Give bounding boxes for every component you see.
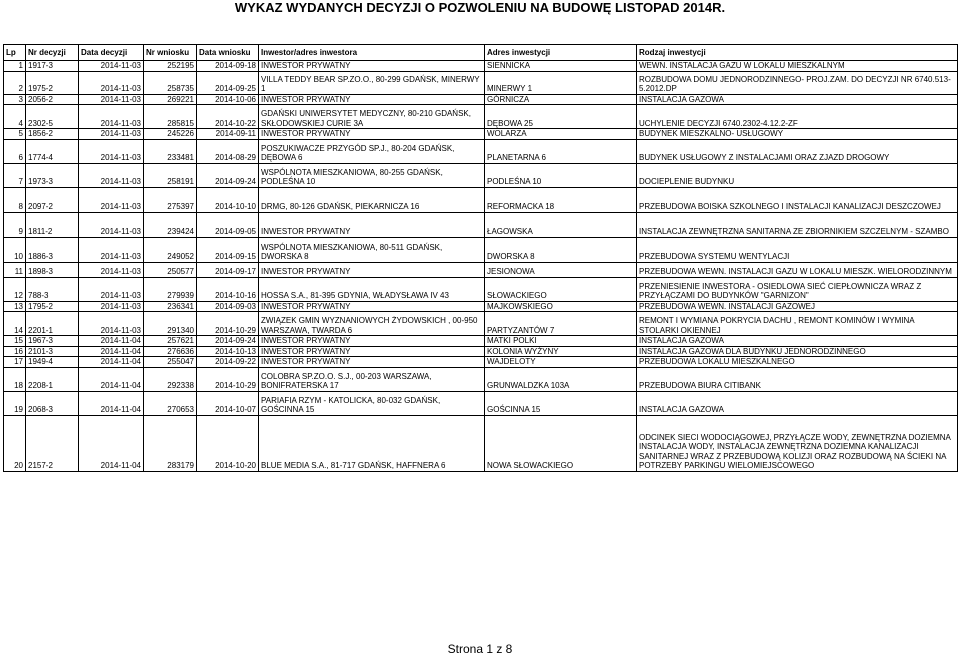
decisions-table [3, 44, 958, 472]
cell-inwestor: INWESTOR PRYWATNY [259, 301, 485, 312]
cell-data-wniosku: 2014-09-24 [197, 163, 259, 187]
cell-lp: 14 [4, 312, 26, 336]
cell-data-decyzji: 2014-11-03 [79, 163, 144, 187]
cell-nr-wniosku: 275397 [144, 187, 197, 212]
cell-rodzaj-inwestycji: PRZEBUDOWA SYSTEMU WENTYLACJI [637, 237, 958, 262]
cell-nr-wniosku: 285815 [144, 105, 197, 129]
cell-rodzaj-inwestycji: PRZEBUDOWA BIURA CITIBANK [637, 367, 958, 391]
cell-nr-wniosku: 270653 [144, 391, 197, 415]
cell-data-decyzji: 2014-11-04 [79, 357, 144, 368]
cell-nr-decyzji: 2097-2 [26, 187, 79, 212]
cell-data-decyzji: 2014-11-04 [79, 336, 144, 347]
cell-lp: 3 [4, 94, 26, 105]
table-row [4, 187, 958, 212]
cell-data-decyzji: 2014-11-03 [79, 301, 144, 312]
cell-nr-decyzji: 1967-3 [26, 336, 79, 347]
cell-nr-wniosku: 279939 [144, 277, 197, 301]
cell-inwestor: POSZUKIWACZE PRZYGÓD SP.J., 80-204 GDAŃSK, DĘBOWA 6 [259, 139, 485, 163]
table-row [4, 237, 958, 262]
cell-lp: 19 [4, 391, 26, 415]
cell-nr-wniosku: 255047 [144, 357, 197, 368]
cell-data-wniosku: 2014-09-24 [197, 336, 259, 347]
cell-nr-decyzji: 1795-2 [26, 301, 79, 312]
table-row [4, 301, 958, 312]
cell-nr-wniosku: 236341 [144, 301, 197, 312]
cell-inwestor: INWESTOR PRYWATNY [259, 61, 485, 72]
header-adres-inwestycji: Adres inwestycji [485, 45, 637, 61]
cell-data-decyzji: 2014-11-03 [79, 105, 144, 129]
table-row [4, 391, 958, 415]
cell-inwestor: INWESTOR PRYWATNY [259, 262, 485, 277]
cell-data-decyzji: 2014-11-04 [79, 391, 144, 415]
cell-inwestor: VILLA TEDDY BEAR SP.ZO.O., 80-299 GDAŃSK, MINERWY 1 [259, 71, 485, 94]
cell-adres-inwestycji: PODLEŚNA 10 [485, 163, 637, 187]
cell-data-decyzji: 2014-11-04 [79, 346, 144, 357]
cell-inwestor: HOSSA S.A., 81-395 GDYNIA, WŁADYSŁAWA IV 43 [259, 277, 485, 301]
cell-adres-inwestycji: SŁOWACKIEGO [485, 277, 637, 301]
cell-lp: 6 [4, 139, 26, 163]
cell-nr-decyzji: 1886-3 [26, 237, 79, 262]
cell-adres-inwestycji: JESIONOWA [485, 262, 637, 277]
cell-lp: 15 [4, 336, 26, 347]
cell-data-wniosku: 2014-10-20 [197, 415, 259, 471]
table-row [4, 346, 958, 357]
cell-nr-decyzji: 1856-2 [26, 129, 79, 140]
cell-rodzaj-inwestycji: REMONT I WYMIANA POKRYCIA DACHU , REMONT KOMINÓW I WYMINA STOLARKI OKIENNEJ [637, 312, 958, 336]
cell-nr-wniosku: 250577 [144, 262, 197, 277]
cell-lp: 7 [4, 163, 26, 187]
table-row [4, 61, 958, 72]
cell-nr-wniosku: 291340 [144, 312, 197, 336]
cell-inwestor: INWESTOR PRYWATNY [259, 336, 485, 347]
table-row [4, 367, 958, 391]
cell-data-wniosku: 2014-10-29 [197, 367, 259, 391]
cell-inwestor: INWESTOR PRYWATNY [259, 129, 485, 140]
table-row [4, 129, 958, 140]
cell-data-wniosku: 2014-10-29 [197, 312, 259, 336]
cell-inwestor: ZWIĄZEK GMIN WYZNANIOWYCH ŻYDOWSKICH , 00-950 WARSZAWA, TWARDA 6 [259, 312, 485, 336]
cell-nr-decyzji: 2208-1 [26, 367, 79, 391]
cell-inwestor: DRMG, 80-126 GDAŃSK, PIEKARNICZA 16 [259, 187, 485, 212]
cell-adres-inwestycji: SIENNICKA [485, 61, 637, 72]
page-footer: Strona 1 z 8 [447, 642, 513, 656]
table-row [4, 262, 958, 277]
cell-lp: 12 [4, 277, 26, 301]
cell-inwestor: WSPÓLNOTA MIESZKANIOWA, 80-255 GDAŃSK, PODLEŚNA 10 [259, 163, 485, 187]
table-row [4, 163, 958, 187]
header-data-wniosku: Data wniosku [197, 45, 259, 61]
cell-lp: 18 [4, 367, 26, 391]
header-nr-wniosku: Nr wniosku [144, 45, 197, 61]
cell-adres-inwestycji: WOLARZA [485, 129, 637, 140]
cell-lp: 8 [4, 187, 26, 212]
cell-rodzaj-inwestycji: PRZEBUDOWA LOKALU MIESZKALNEGO [637, 357, 958, 368]
cell-data-wniosku: 2014-09-22 [197, 357, 259, 368]
cell-nr-wniosku: 257621 [144, 336, 197, 347]
cell-nr-wniosku: 283179 [144, 415, 197, 471]
table-row [4, 415, 958, 471]
cell-nr-decyzji: 1898-3 [26, 262, 79, 277]
cell-rodzaj-inwestycji: INSTALACJA GAZOWA [637, 336, 958, 347]
table-row [4, 277, 958, 301]
cell-data-wniosku: 2014-10-22 [197, 105, 259, 129]
cell-nr-wniosku: 252195 [144, 61, 197, 72]
cell-inwestor: WSPÓLNOTA MIESZKANIOWA, 80-511 GDAŃSK, DWORSKA 8 [259, 237, 485, 262]
cell-data-wniosku: 2014-09-03 [197, 301, 259, 312]
cell-lp: 20 [4, 415, 26, 471]
table-row [4, 212, 958, 237]
cell-nr-decyzji: 1973-3 [26, 163, 79, 187]
cell-data-wniosku: 2014-10-16 [197, 277, 259, 301]
cell-adres-inwestycji: ŁAGOWSKA [485, 212, 637, 237]
cell-data-decyzji: 2014-11-03 [79, 187, 144, 212]
cell-data-decyzji: 2014-11-03 [79, 237, 144, 262]
cell-nr-wniosku: 239424 [144, 212, 197, 237]
cell-nr-decyzji: 2056-2 [26, 94, 79, 105]
cell-adres-inwestycji: PLANETARNA 6 [485, 139, 637, 163]
cell-data-decyzji: 2014-11-03 [79, 129, 144, 140]
cell-inwestor: COLOBRA SP.ZO.O. S.J., 00-203 WARSZAWA, BONIFRATERSKA 17 [259, 367, 485, 391]
cell-adres-inwestycji: PARTYZANTÓW 7 [485, 312, 637, 336]
table-row [4, 94, 958, 105]
cell-data-decyzji: 2014-11-04 [79, 367, 144, 391]
cell-data-wniosku: 2014-09-11 [197, 129, 259, 140]
cell-lp: 10 [4, 237, 26, 262]
cell-data-decyzji: 2014-11-03 [79, 71, 144, 94]
cell-nr-decyzji: 1774-4 [26, 139, 79, 163]
cell-nr-wniosku: 249052 [144, 237, 197, 262]
cell-data-wniosku: 2014-10-13 [197, 346, 259, 357]
header-inwestor: Inwestor/adres inwestora [259, 45, 485, 61]
table-header-row [4, 45, 958, 61]
cell-rodzaj-inwestycji: PRZENIESIENIE INWESTORA - OSIEDLOWA SIEĆ CIEPŁOWNICZA WRAZ Z PRZYŁĄCZAMI DO BUDYNKÓW "GARNIZON" [637, 277, 958, 301]
cell-adres-inwestycji: MAJKOWSKIEGO [485, 301, 637, 312]
cell-data-decyzji: 2014-11-03 [79, 139, 144, 163]
cell-rodzaj-inwestycji: PRZEBUDOWA BOISKA SZKOLNEGO I INSTALACJI KANALIZACJI DESZCZOWEJ [637, 187, 958, 212]
header-lp: Lp [4, 45, 26, 61]
cell-data-wniosku: 2014-08-29 [197, 139, 259, 163]
table-row [4, 336, 958, 347]
cell-rodzaj-inwestycji: ROZBUDOWA DOMU JEDNORODZINNEGO- PROJ.ZAM. DO DECYZJI NR 6740.513-5.2012.DP [637, 71, 958, 94]
cell-rodzaj-inwestycji: WEWN. INSTALACJA GAZU W LOKALU MIESZKALNYM [637, 61, 958, 72]
cell-data-wniosku: 2014-09-18 [197, 61, 259, 72]
header-data-decyzji: Data decyzji [79, 45, 144, 61]
cell-nr-decyzji: 2101-3 [26, 346, 79, 357]
cell-lp: 1 [4, 61, 26, 72]
cell-rodzaj-inwestycji: INSTALACJA GAZOWA [637, 94, 958, 105]
cell-nr-wniosku: 233481 [144, 139, 197, 163]
cell-adres-inwestycji: WAJDELOTY [485, 357, 637, 368]
cell-adres-inwestycji: MINERWY 1 [485, 71, 637, 94]
cell-adres-inwestycji: GOŚCINNA 15 [485, 391, 637, 415]
cell-rodzaj-inwestycji: BUDYNEK MIESZKALNO- USŁUGOWY [637, 129, 958, 140]
cell-inwestor: INWESTOR PRYWATNY [259, 357, 485, 368]
cell-lp: 11 [4, 262, 26, 277]
header-rodzaj-inwestycji: Rodzaj inwestycji [637, 45, 958, 61]
cell-nr-wniosku: 292338 [144, 367, 197, 391]
cell-nr-wniosku: 245226 [144, 129, 197, 140]
cell-rodzaj-inwestycji: BUDYNEK USŁUGOWY Z INSTALACJAMI ORAZ ZJAZD DROGOWY [637, 139, 958, 163]
cell-lp: 13 [4, 301, 26, 312]
cell-data-decyzji: 2014-11-04 [79, 415, 144, 471]
cell-nr-decyzji: 788-3 [26, 277, 79, 301]
cell-inwestor: BLUE MEDIA S.A., 81-717 GDAŃSK, HAFFNERA 6 [259, 415, 485, 471]
cell-adres-inwestycji: NOWA SŁOWACKIEGO [485, 415, 637, 471]
cell-nr-wniosku: 258735 [144, 71, 197, 94]
cell-lp: 9 [4, 212, 26, 237]
cell-adres-inwestycji: MATKI POLKI [485, 336, 637, 347]
cell-lp: 2 [4, 71, 26, 94]
cell-adres-inwestycji: DWORSKA 8 [485, 237, 637, 262]
table-row [4, 312, 958, 336]
cell-inwestor: GDAŃSKI UNIWERSYTET MEDYCZNY, 80-210 GDAŃSK, SKŁODOWSKIEJ CURIE 3A [259, 105, 485, 129]
cell-data-decyzji: 2014-11-03 [79, 277, 144, 301]
cell-nr-decyzji: 2302-5 [26, 105, 79, 129]
cell-rodzaj-inwestycji: PRZEBUDOWA WEWN. INSTALACJI GAZOWEJ [637, 301, 958, 312]
cell-nr-decyzji: 1917-3 [26, 61, 79, 72]
cell-data-wniosku: 2014-09-17 [197, 262, 259, 277]
cell-rodzaj-inwestycji: INSTALACJA GAZOWA [637, 391, 958, 415]
page-title: WYKAZ WYDANYCH DECYZJI O POZWOLENIU NA BUDOWĘ LISTOPAD 2014R. [234, 0, 726, 15]
cell-adres-inwestycji: DĘBOWA 25 [485, 105, 637, 129]
cell-nr-wniosku: 269221 [144, 94, 197, 105]
cell-nr-decyzji: 2157-2 [26, 415, 79, 471]
table-row [4, 105, 958, 129]
cell-inwestor: PARIAFIA RZYM - KATOLICKA, 80-032 GDAŃSK, GOŚCINNA 15 [259, 391, 485, 415]
cell-inwestor: INWESTOR PRYWATNY [259, 94, 485, 105]
cell-data-decyzji: 2014-11-03 [79, 61, 144, 72]
cell-data-wniosku: 2014-09-25 [197, 71, 259, 94]
cell-adres-inwestycji: GÓRNICZA [485, 94, 637, 105]
cell-data-wniosku: 2014-10-10 [197, 187, 259, 212]
cell-nr-decyzji: 2201-1 [26, 312, 79, 336]
cell-rodzaj-inwestycji: UCHYLENIE DECYZJI 6740.2302-4.12.2-ZF [637, 105, 958, 129]
cell-rodzaj-inwestycji: ODCINEK SIECI WODOCIĄGOWEJ, PRZYŁĄCZE WODY, ZEWNĘTRZNA DOZIEMNA INSTALACJA WODY, INSTALACJA ZEWNĘTRZNA DOZIEMNA KANALIZACJI SANITARNEJ WRAZ Z PRZEBUDOWĄ KOLIZJI ORAZ ROZBUDOWĄ NA ŚCIEKI NA POTRZEBY PARKINGU WIELOMIEJSCOWEGO [637, 415, 958, 471]
header-nr-decyzji: Nr decyzji [26, 45, 79, 61]
cell-inwestor: INWESTOR PRYWATNY [259, 346, 485, 357]
cell-nr-wniosku: 276636 [144, 346, 197, 357]
cell-adres-inwestycji: GRUNWALDZKA 103A [485, 367, 637, 391]
cell-data-wniosku: 2014-09-05 [197, 212, 259, 237]
table-row [4, 71, 958, 94]
cell-adres-inwestycji: KOLONIA WYŻYNY [485, 346, 637, 357]
cell-data-wniosku: 2014-10-06 [197, 94, 259, 105]
table-row [4, 357, 958, 368]
cell-data-decyzji: 2014-11-03 [79, 262, 144, 277]
cell-adres-inwestycji: REFORMACKA 18 [485, 187, 637, 212]
cell-lp: 5 [4, 129, 26, 140]
table-row [4, 139, 958, 163]
cell-data-decyzji: 2014-11-03 [79, 312, 144, 336]
cell-nr-wniosku: 258191 [144, 163, 197, 187]
cell-lp: 17 [4, 357, 26, 368]
cell-inwestor: INWESTOR PRYWATNY [259, 212, 485, 237]
cell-data-decyzji: 2014-11-03 [79, 212, 144, 237]
cell-data-wniosku: 2014-09-15 [197, 237, 259, 262]
cell-rodzaj-inwestycji: INSTALACJA GAZOWA DLA BUDYNKU JEDNORODZINNEGO [637, 346, 958, 357]
cell-nr-decyzji: 1975-2 [26, 71, 79, 94]
cell-rodzaj-inwestycji: INSTALACJA ZEWNĘTRZNA SANITARNA ZE ZBIORNIKIEM SZCZELNYM - SZAMBO [637, 212, 958, 237]
cell-data-decyzji: 2014-11-03 [79, 94, 144, 105]
cell-lp: 16 [4, 346, 26, 357]
cell-rodzaj-inwestycji: DOCIEPLENIE BUDYNKU [637, 163, 958, 187]
cell-nr-decyzji: 1811-2 [26, 212, 79, 237]
cell-rodzaj-inwestycji: PRZEBUDOWA WEWN. INSTALACJI GAZU W LOKALU MIESZK. WIELORODZINNYM [637, 262, 958, 277]
cell-nr-decyzji: 2068-3 [26, 391, 79, 415]
cell-nr-decyzji: 1949-4 [26, 357, 79, 368]
cell-lp: 4 [4, 105, 26, 129]
cell-data-wniosku: 2014-10-07 [197, 391, 259, 415]
